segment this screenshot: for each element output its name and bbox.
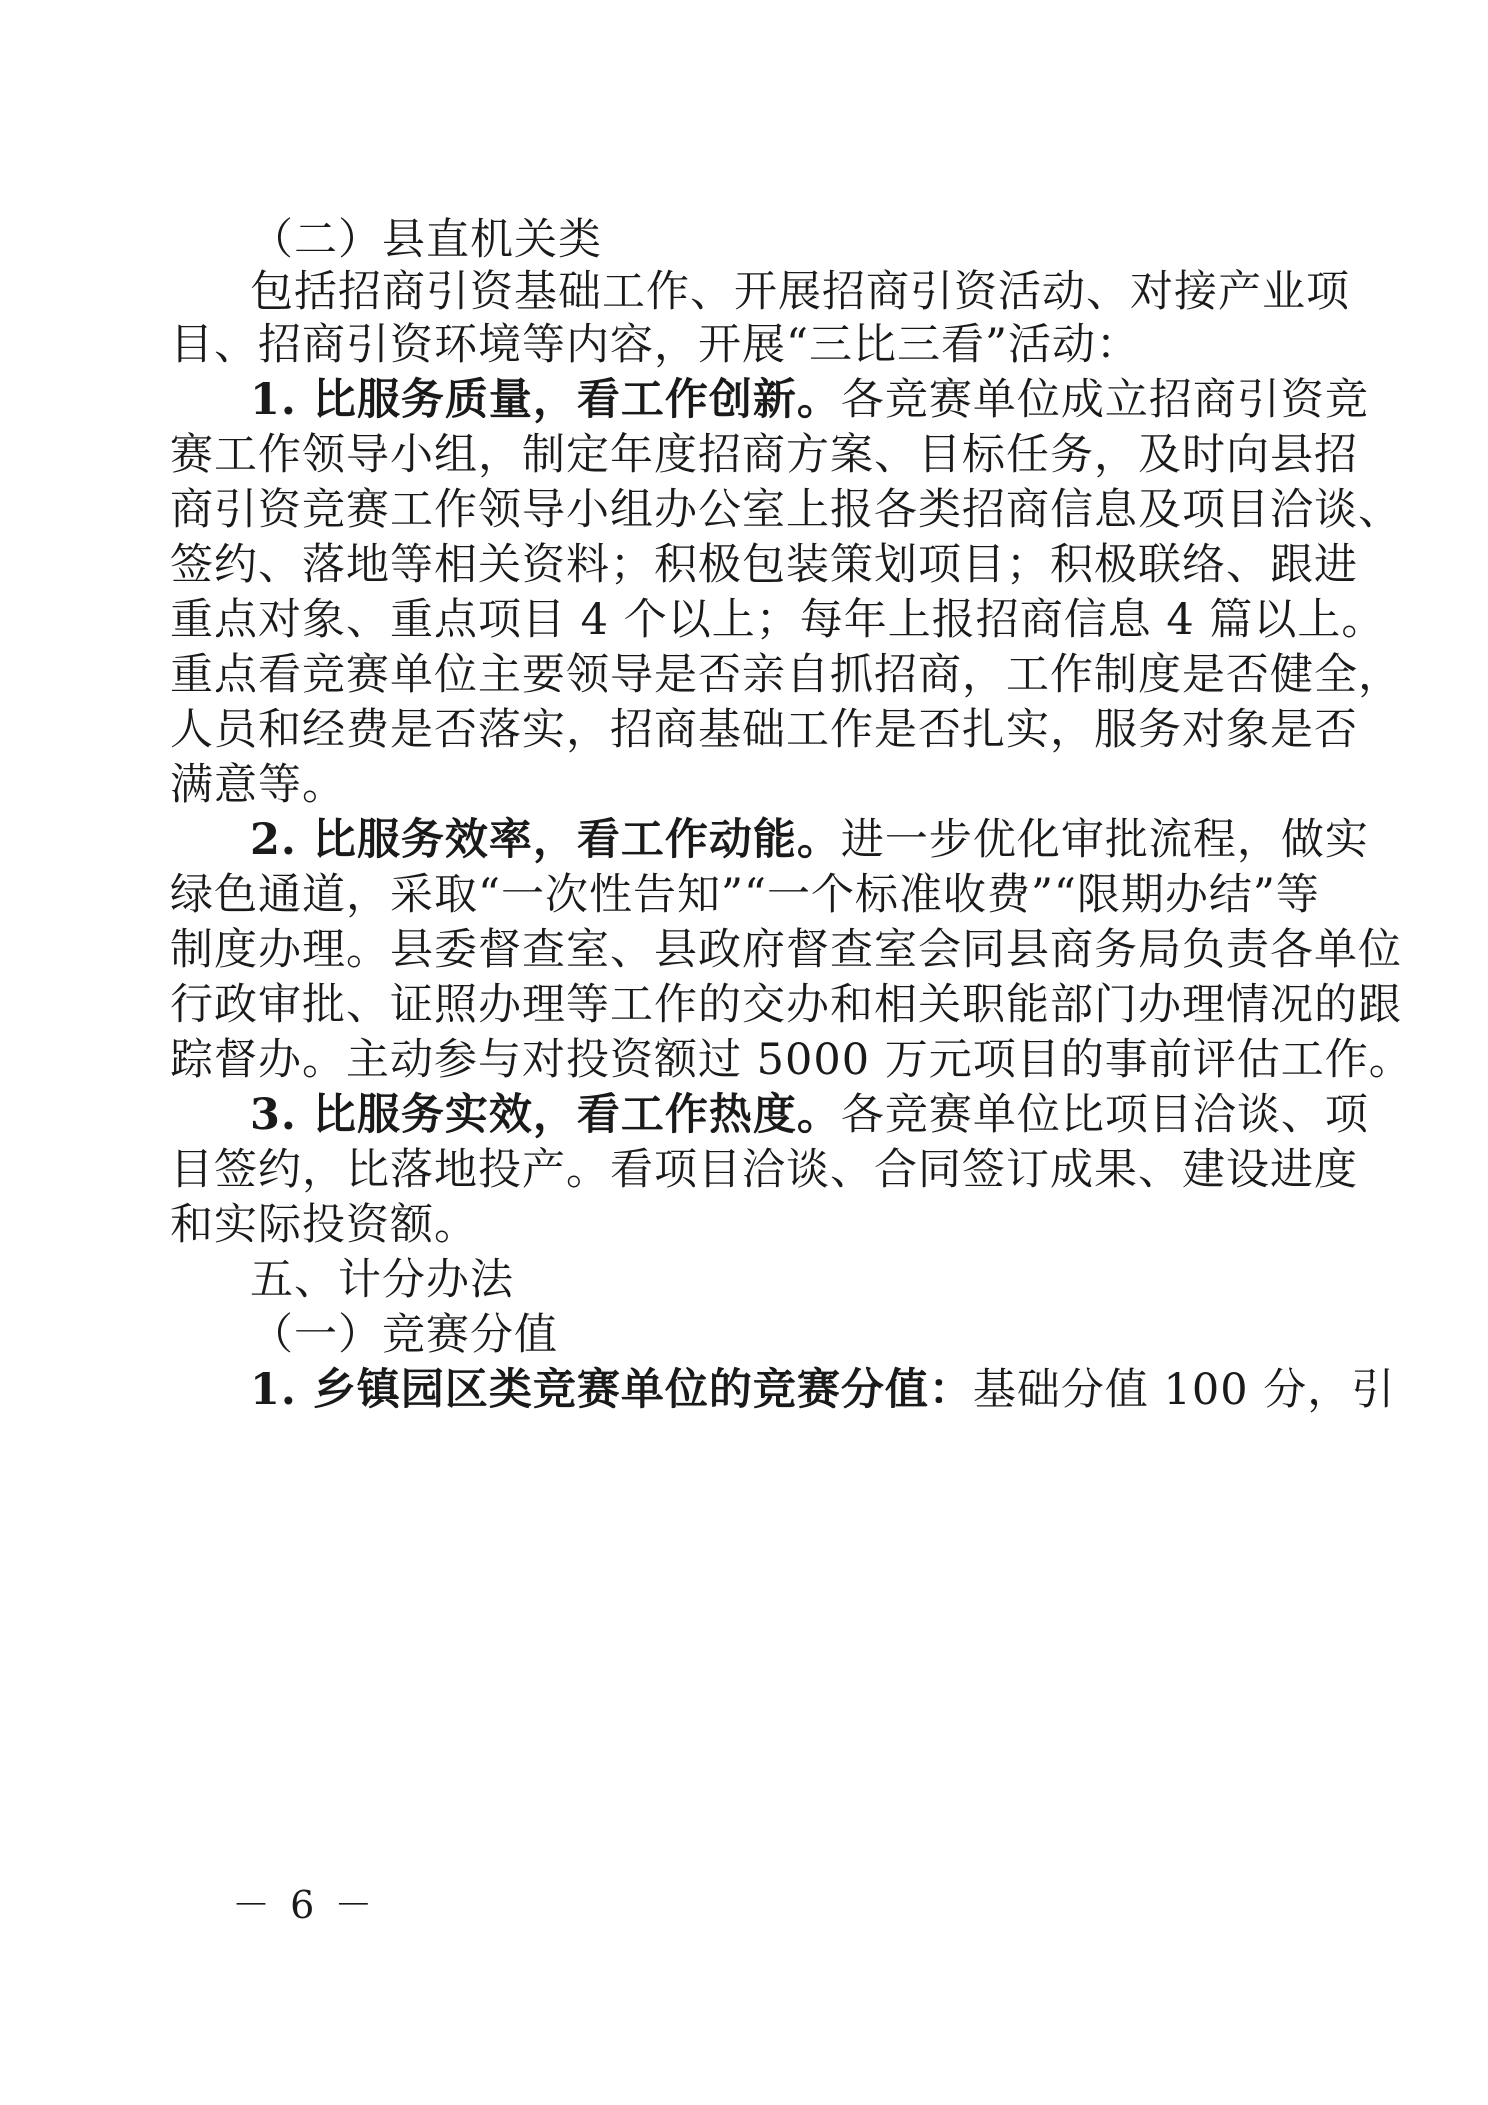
item-1-text: 各竞赛单位成立招商引资竞	[840, 375, 1369, 425]
item-2-first-line	[250, 810, 1369, 870]
paragraph-line: 绿色通道，采取“一次性告知”“一个标准收费”“限期办结”等	[170, 870, 1320, 920]
section-heading: （二）县直机关类	[250, 215, 602, 265]
item-2-text: 进一步优化审批流程，做实	[840, 815, 1369, 865]
paragraph-line: 制度办理。县委督查室、县政府督查室会同县商务局负责各单位	[170, 925, 1402, 975]
paragraph-line: 满意等。	[170, 760, 346, 810]
score-item-text: 基础分值 100 分，引	[972, 1365, 1396, 1415]
paragraph-line: 赛工作领导小组，制定年度招商方案、目标任务，及时向县招	[170, 430, 1358, 480]
item-2-title: 2. 比服务效率，看工作动能。	[250, 815, 841, 865]
score-item-title: 1. 乡镇园区类竞赛单位的竞赛分值：	[250, 1365, 973, 1415]
section-heading-5: 五、计分办法	[250, 1255, 514, 1305]
item-3-title: 3. 比服务实效，看工作热度。	[250, 1090, 841, 1140]
paragraph-line: 目签约，比落地投产。看项目洽谈、合同签订成果、建设进度	[170, 1145, 1358, 1195]
paragraph-line: 行政审批、证照办理等工作的交办和相关职能部门办理情况的跟	[170, 980, 1402, 1030]
paragraph-line: 人员和经费是否落实，招商基础工作是否扎实，服务对象是否	[170, 705, 1358, 755]
subsection-heading: （一）竞赛分值	[250, 1310, 558, 1360]
paragraph-line: 重点对象、重点项目 4 个以上；每年上报招商信息 4 篇以上。	[170, 595, 1386, 645]
score-item-line	[250, 1360, 1396, 1420]
page-number: － 6 －	[232, 1883, 377, 1927]
paragraph-line: 和实际投资额。	[170, 1200, 478, 1250]
paragraph-line: 重点看竞赛单位主要领导是否亲自抓招商，工作制度是否健全，	[170, 650, 1402, 700]
paragraph-line: 商引资竞赛工作领导小组办公室上报各类招商信息及项目洽谈、	[170, 485, 1402, 535]
paragraph-line: 踪督办。主动参与对投资额过 5000 万元项目的事前评估工作。	[170, 1035, 1413, 1085]
item-1-first-line	[250, 370, 1369, 430]
paragraph-line: 包括招商引资基础工作、开展招商引资活动、对接产业项	[250, 267, 1350, 317]
paragraph-line: 目、招商引资环境等内容，开展“三比三看”活动：	[170, 320, 1140, 370]
item-3-text: 各竞赛单位比项目洽谈、项	[840, 1090, 1369, 1140]
paragraph-line: 签约、落地等相关资料；积极包装策划项目；积极联络、跟进	[170, 540, 1358, 590]
item-3-first-line	[250, 1085, 1369, 1145]
item-1-title: 1. 比服务质量，看工作创新。	[250, 375, 841, 425]
